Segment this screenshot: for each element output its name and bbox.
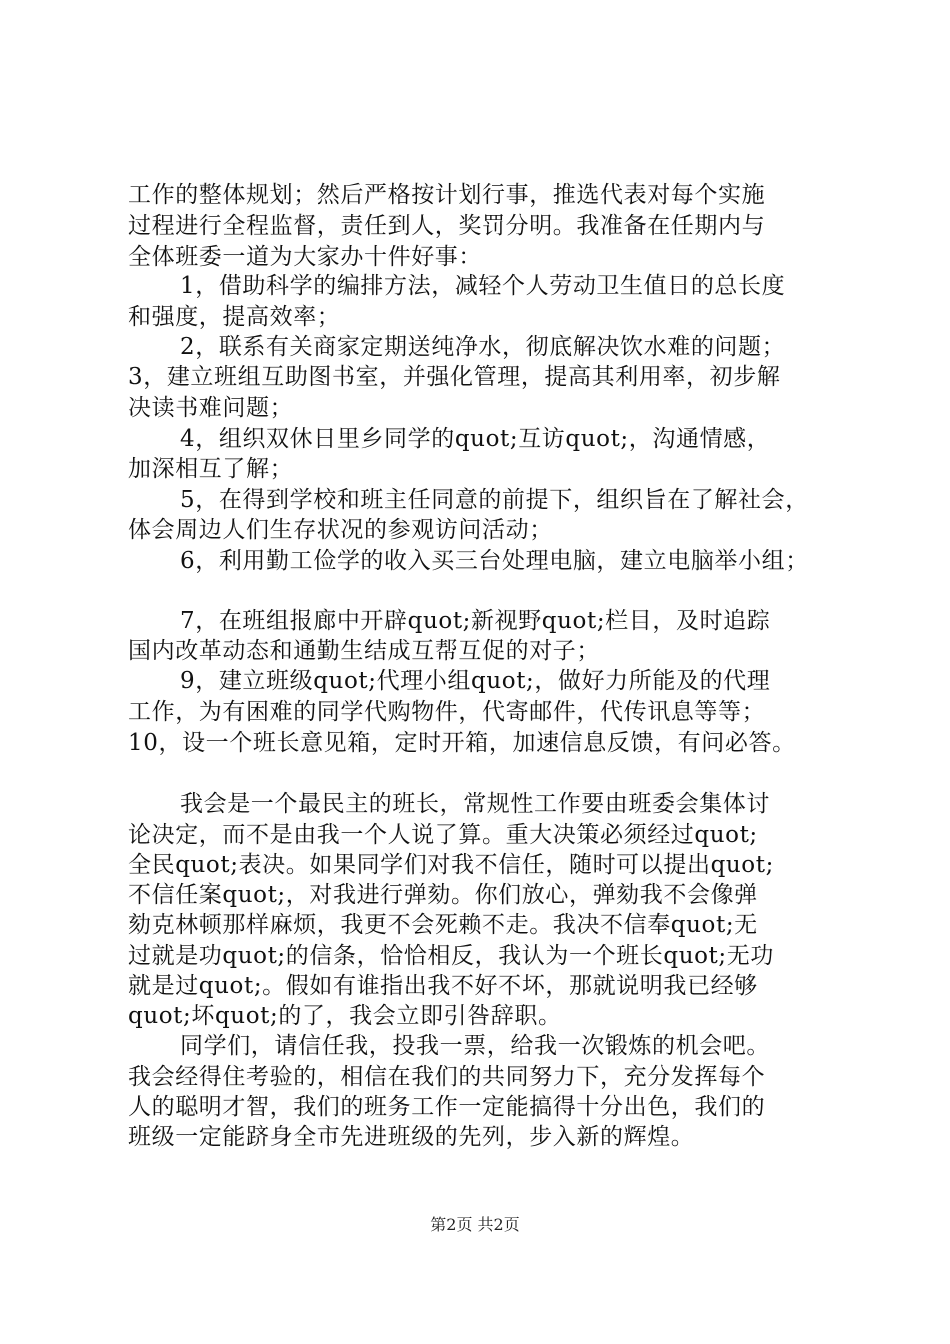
text-line: 班级一定能跻身全市先进班级的先列，步入新的辉煌。 <box>128 1124 695 1150</box>
text-line: 工作，为有困难的同学代购物件，代寄邮件，代传讯息等等； <box>128 699 766 725</box>
text-line: 加深相互了解； <box>128 456 294 482</box>
text-line: 体会周边人们生存状况的参观访问活动； <box>128 517 553 543</box>
text-line: 过程进行全程监督，责任到人，奖罚分明。我准备在任期内与 <box>128 213 766 239</box>
text-line: 同学们，请信任我，投我一票，给我一次锻炼的机会吧。 <box>180 1033 770 1059</box>
text-line: 1，借助科学的编排方法，减轻个人劳动卫生值日的总长度 <box>180 273 786 299</box>
text-line: 4，组织双休日里乡同学的quot;互访quot;，沟通情感， <box>180 426 771 452</box>
text-line: 和强度，提高效率； <box>128 304 341 330</box>
text-line: 人的聪明才智，我们的班务工作一定能搞得十分出色，我们的 <box>128 1094 766 1120</box>
text-line: 论决定，而不是由我一个人说了算。重大决策必须经过quot; <box>128 822 758 848</box>
text-line: 5，在得到学校和班主任同意的前提下，组织旨在了解社会， <box>180 487 809 513</box>
page-footer: 第2页 共2页 <box>430 1215 520 1234</box>
text-line: 劾克林顿那样麻烦，我更不会死赖不走。我决不信奉quot;无 <box>128 912 758 938</box>
text-line: 7，在班组报廊中开辟quot;新视野quot;栏目，及时追踪 <box>180 608 771 634</box>
text-line: 2，联系有关商家定期送纯净水，彻底解决饮水难的问题； <box>180 334 786 360</box>
text-line: 过就是功quot;的信条，恰恰相反，我认为一个班长quot;无功 <box>128 943 774 969</box>
text-line: 9，建立班级quot;代理小组quot;，做好力所能及的代理 <box>180 668 771 694</box>
text-line: 国内改革动态和通勤生结成互帮互促的对子； <box>128 638 600 664</box>
text-line: 6，利用勤工俭学的收入买三台处理电脑，建立电脑举小组； <box>180 548 809 574</box>
text-line: 决读书难问题； <box>128 395 294 421</box>
text-line: 就是过quot;。假如有谁指出我不好不坏，那就说明我已经够 <box>128 973 758 999</box>
text-line: 我会经得住考验的，相信在我们的共同努力下，充分发挥每个 <box>128 1064 766 1090</box>
text-line: 我会是一个最民主的班长，常规性工作要由班委会集体讨 <box>180 791 770 817</box>
text-line: 全民quot;表决。如果同学们对我不信任，随时可以提出quot; <box>128 852 774 878</box>
text-line: 不信任案quot;，对我进行弹劾。你们放心，弹劾我不会像弹 <box>128 882 758 908</box>
text-line: 10，设一个班长意见箱，定时开箱，加速信息反馈，有问必答。 <box>128 730 796 756</box>
text-line: quot;坏quot;的了，我会立即引咎辞职。 <box>128 1003 562 1029</box>
text-line: 工作的整体规划；然后严格按计划行事，推选代表对每个实施 <box>128 182 766 208</box>
text-line: 全体班委一道为大家办十件好事： <box>128 244 482 270</box>
text-line: 3，建立班组互助图书室，并强化管理，提高其利用率，初步解 <box>128 364 781 390</box>
